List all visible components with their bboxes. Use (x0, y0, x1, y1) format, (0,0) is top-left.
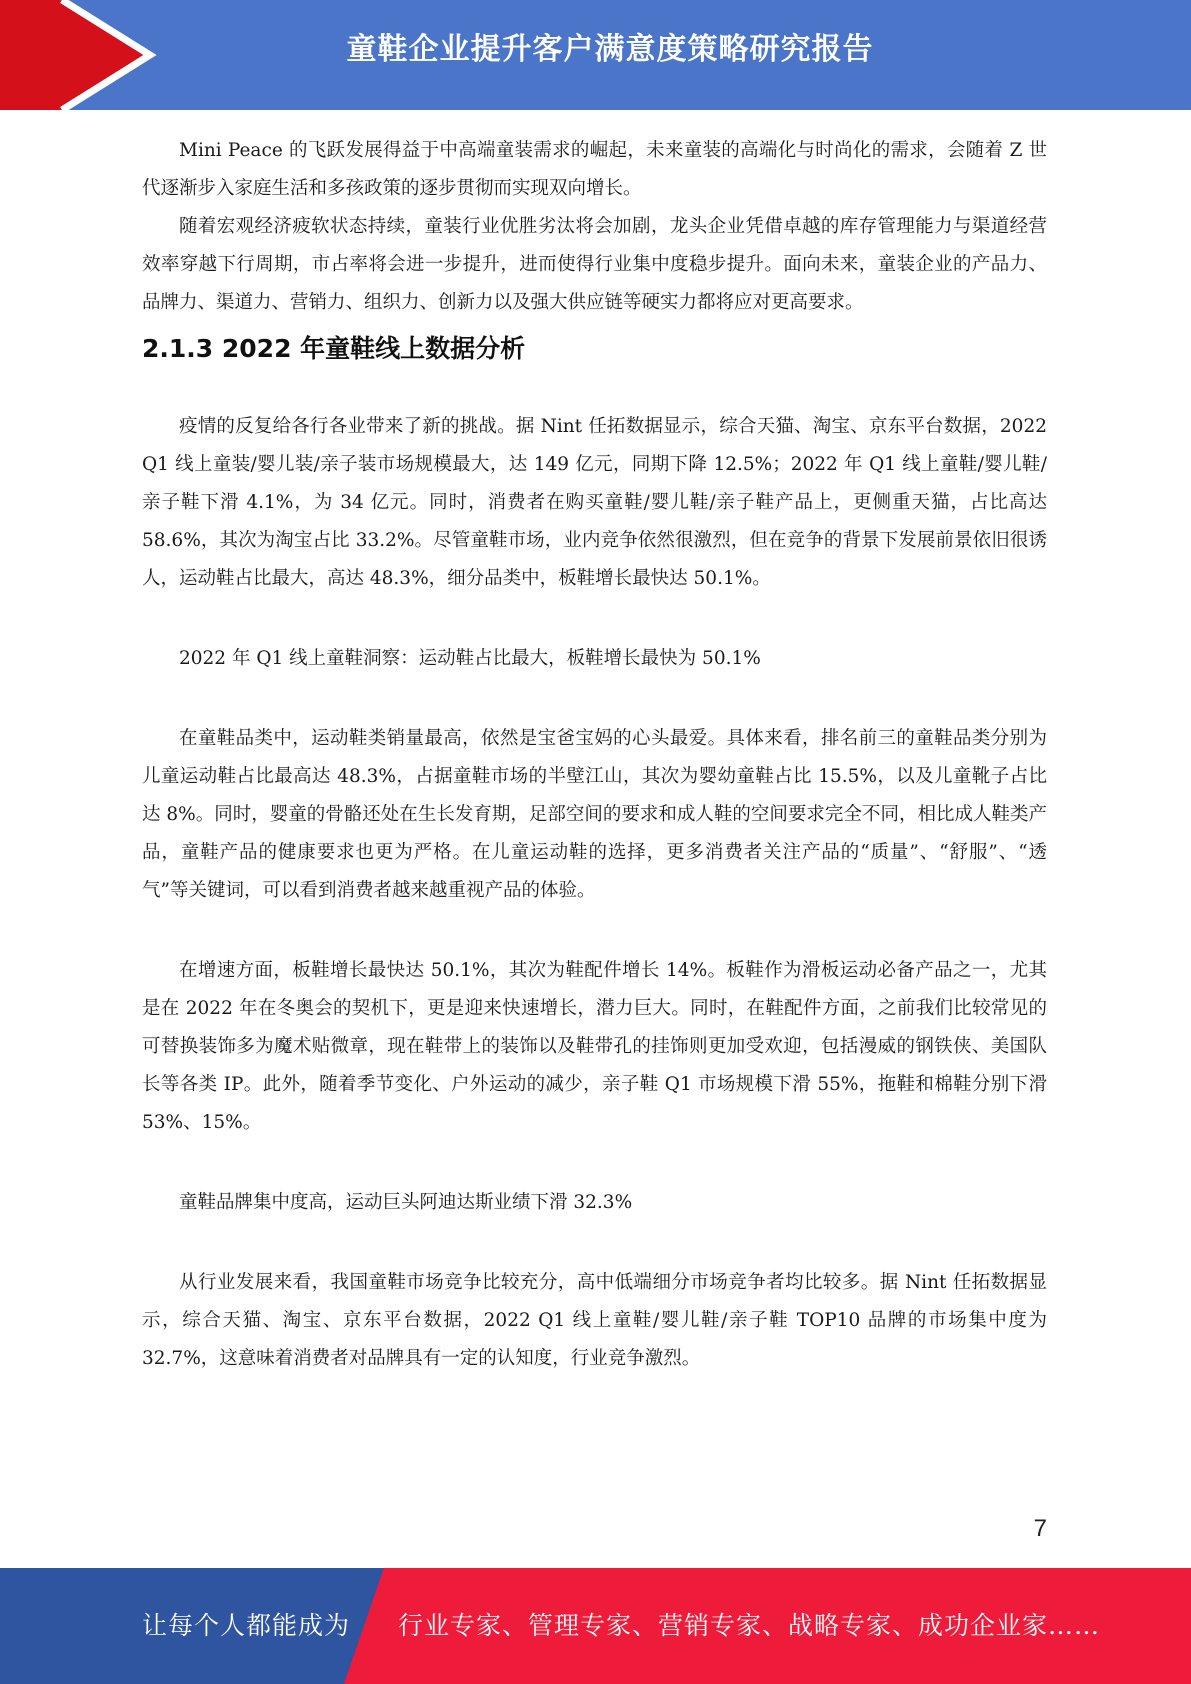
section-heading: 2.1.3 2022 年童鞋线上数据分析 (142, 334, 526, 363)
footer-slogan-left: 让每个人都能成为 (142, 1611, 351, 1640)
spacer (142, 1142, 1047, 1184)
page-number: 7 (1033, 1515, 1047, 1542)
section-paragraph-3: 在增速方面，板鞋增长最快达 50.1%，其次为鞋配件增长 14%。板鞋作为滑板运动必备产品之一，尤其是在 2022 年在冬奥会的契机下，更是迎来快速增长，潜力巨大。同时，在鞋配件方面，之前我们比较常见的可替换装饰多为魔术贴微章，现在鞋带上的装饰以及鞋带孔的挂饰则更加受欢迎，包括漫威的钢铁侠、美国队长等各类 IP。此外，随着季节变化、户外运动的减少，亲子鞋 Q1 市场规模下滑 55%，拖鞋和棉鞋分别下滑 53%、15%。 (142, 960, 1047, 1133)
document-body (142, 132, 1047, 1378)
spacer (142, 374, 1047, 408)
header-arrow-decoration (0, 0, 160, 110)
page-footer (0, 1568, 1191, 1684)
report-title: 童鞋企业提升客户满意度策略研究报告 (346, 32, 874, 67)
footer-slogan-right: 行业专家、管理专家、营销专家、战略专家、成功企业家…… (398, 1611, 1101, 1640)
spacer (142, 910, 1047, 952)
intro-paragraph-2: 随着宏观经济疲软状态持续，童装行业优胜劣汰将会加剧，龙头企业凭借卓越的库存管理能力与渠道经营效率穿越下行周期，市占率将会进一步提升，进而使得行业集中度稳步提升。面向未来，童装企业的产品力、品牌力、渠道力、营销力、组织力、创新力以及强大供应链等硬实力都将应对更高要求。 (142, 216, 1047, 313)
spacer (142, 598, 1047, 640)
section-paragraph-2: 在童鞋品类中，运动鞋类销量最高，依然是宝爸宝妈的心头最爱。具体来看，排名前三的童鞋品类分别为儿童运动鞋占比最高达 48.3%，占据童鞋市场的半壁江山，其次为婴幼童鞋占比 15.5%，以及儿童靴子占比达 8%。同时，婴童的骨骼还处在生长发育期，足部空间的要求和成人鞋的空间要求完全不同，相比成人鞋类产品，童鞋产品的健康要求也更为严格。在儿童运动鞋的选择，更多消费者关注产品的“质量”、“舒服”、“透气”等关键词，可以看到消费者越来越重视产品的体验。 (142, 728, 1047, 901)
intro-paragraph-1: Mini Peace 的飞跃发展得益于中高端童装需求的崛起，未来童装的高端化与时尚化的需求，会随着 Z 世代逐渐步入家庭生活和多孩政策的逐步贯彻而实现双向增长。 (142, 140, 1047, 199)
spacer (142, 1222, 1047, 1264)
section-paragraph-1: 疫情的反复给各行各业带来了新的挑战。据 Nint 任拓数据显示，综合天猫、淘宝、京东平台数据，2022 Q1 线上童装/婴儿装/亲子装市场规模最大，达 149 亿元，同期下降 12.5%；2022 年 Q1 线上童鞋/婴儿鞋/亲子鞋下滑 4.1%，为 34 亿元。同时，消费者在购买童鞋/婴儿鞋/亲子鞋产品上，更侧重天猫，占比高达 58.6%，其次为淘宝占比 33.2%。尽管童鞋市场，业内竞争依然很激烈，但在竞争的背景下发展前景依旧很诱人，运动鞋占比最大，高达 48.3%，细分品类中，板鞋增长最快达 50.1%。 (142, 416, 1047, 589)
spacer (142, 678, 1047, 720)
figure-caption-2: 童鞋品牌集中度高，运动巨头阿迪达斯业绩下滑 32.3% (179, 1192, 633, 1213)
figure-caption-1: 2022 年 Q1 线上童鞋洞察：运动鞋占比最大，板鞋增长最快为 50.1% (179, 648, 761, 669)
section-paragraph-4: 从行业发展来看，我国童鞋市场竞争比较充分，高中低端细分市场竞争者均比较多。据 Nint 任拓数据显示，综合天猫、淘宝、京东平台数据，2022 Q1 线上童鞋/婴儿鞋/亲子鞋 TOP10 品牌的市场集中度为 32.7%，这意味着消费者对品牌具有一定的认知度，行业竞争激烈。 (142, 1272, 1047, 1369)
page-header (0, 0, 1191, 110)
